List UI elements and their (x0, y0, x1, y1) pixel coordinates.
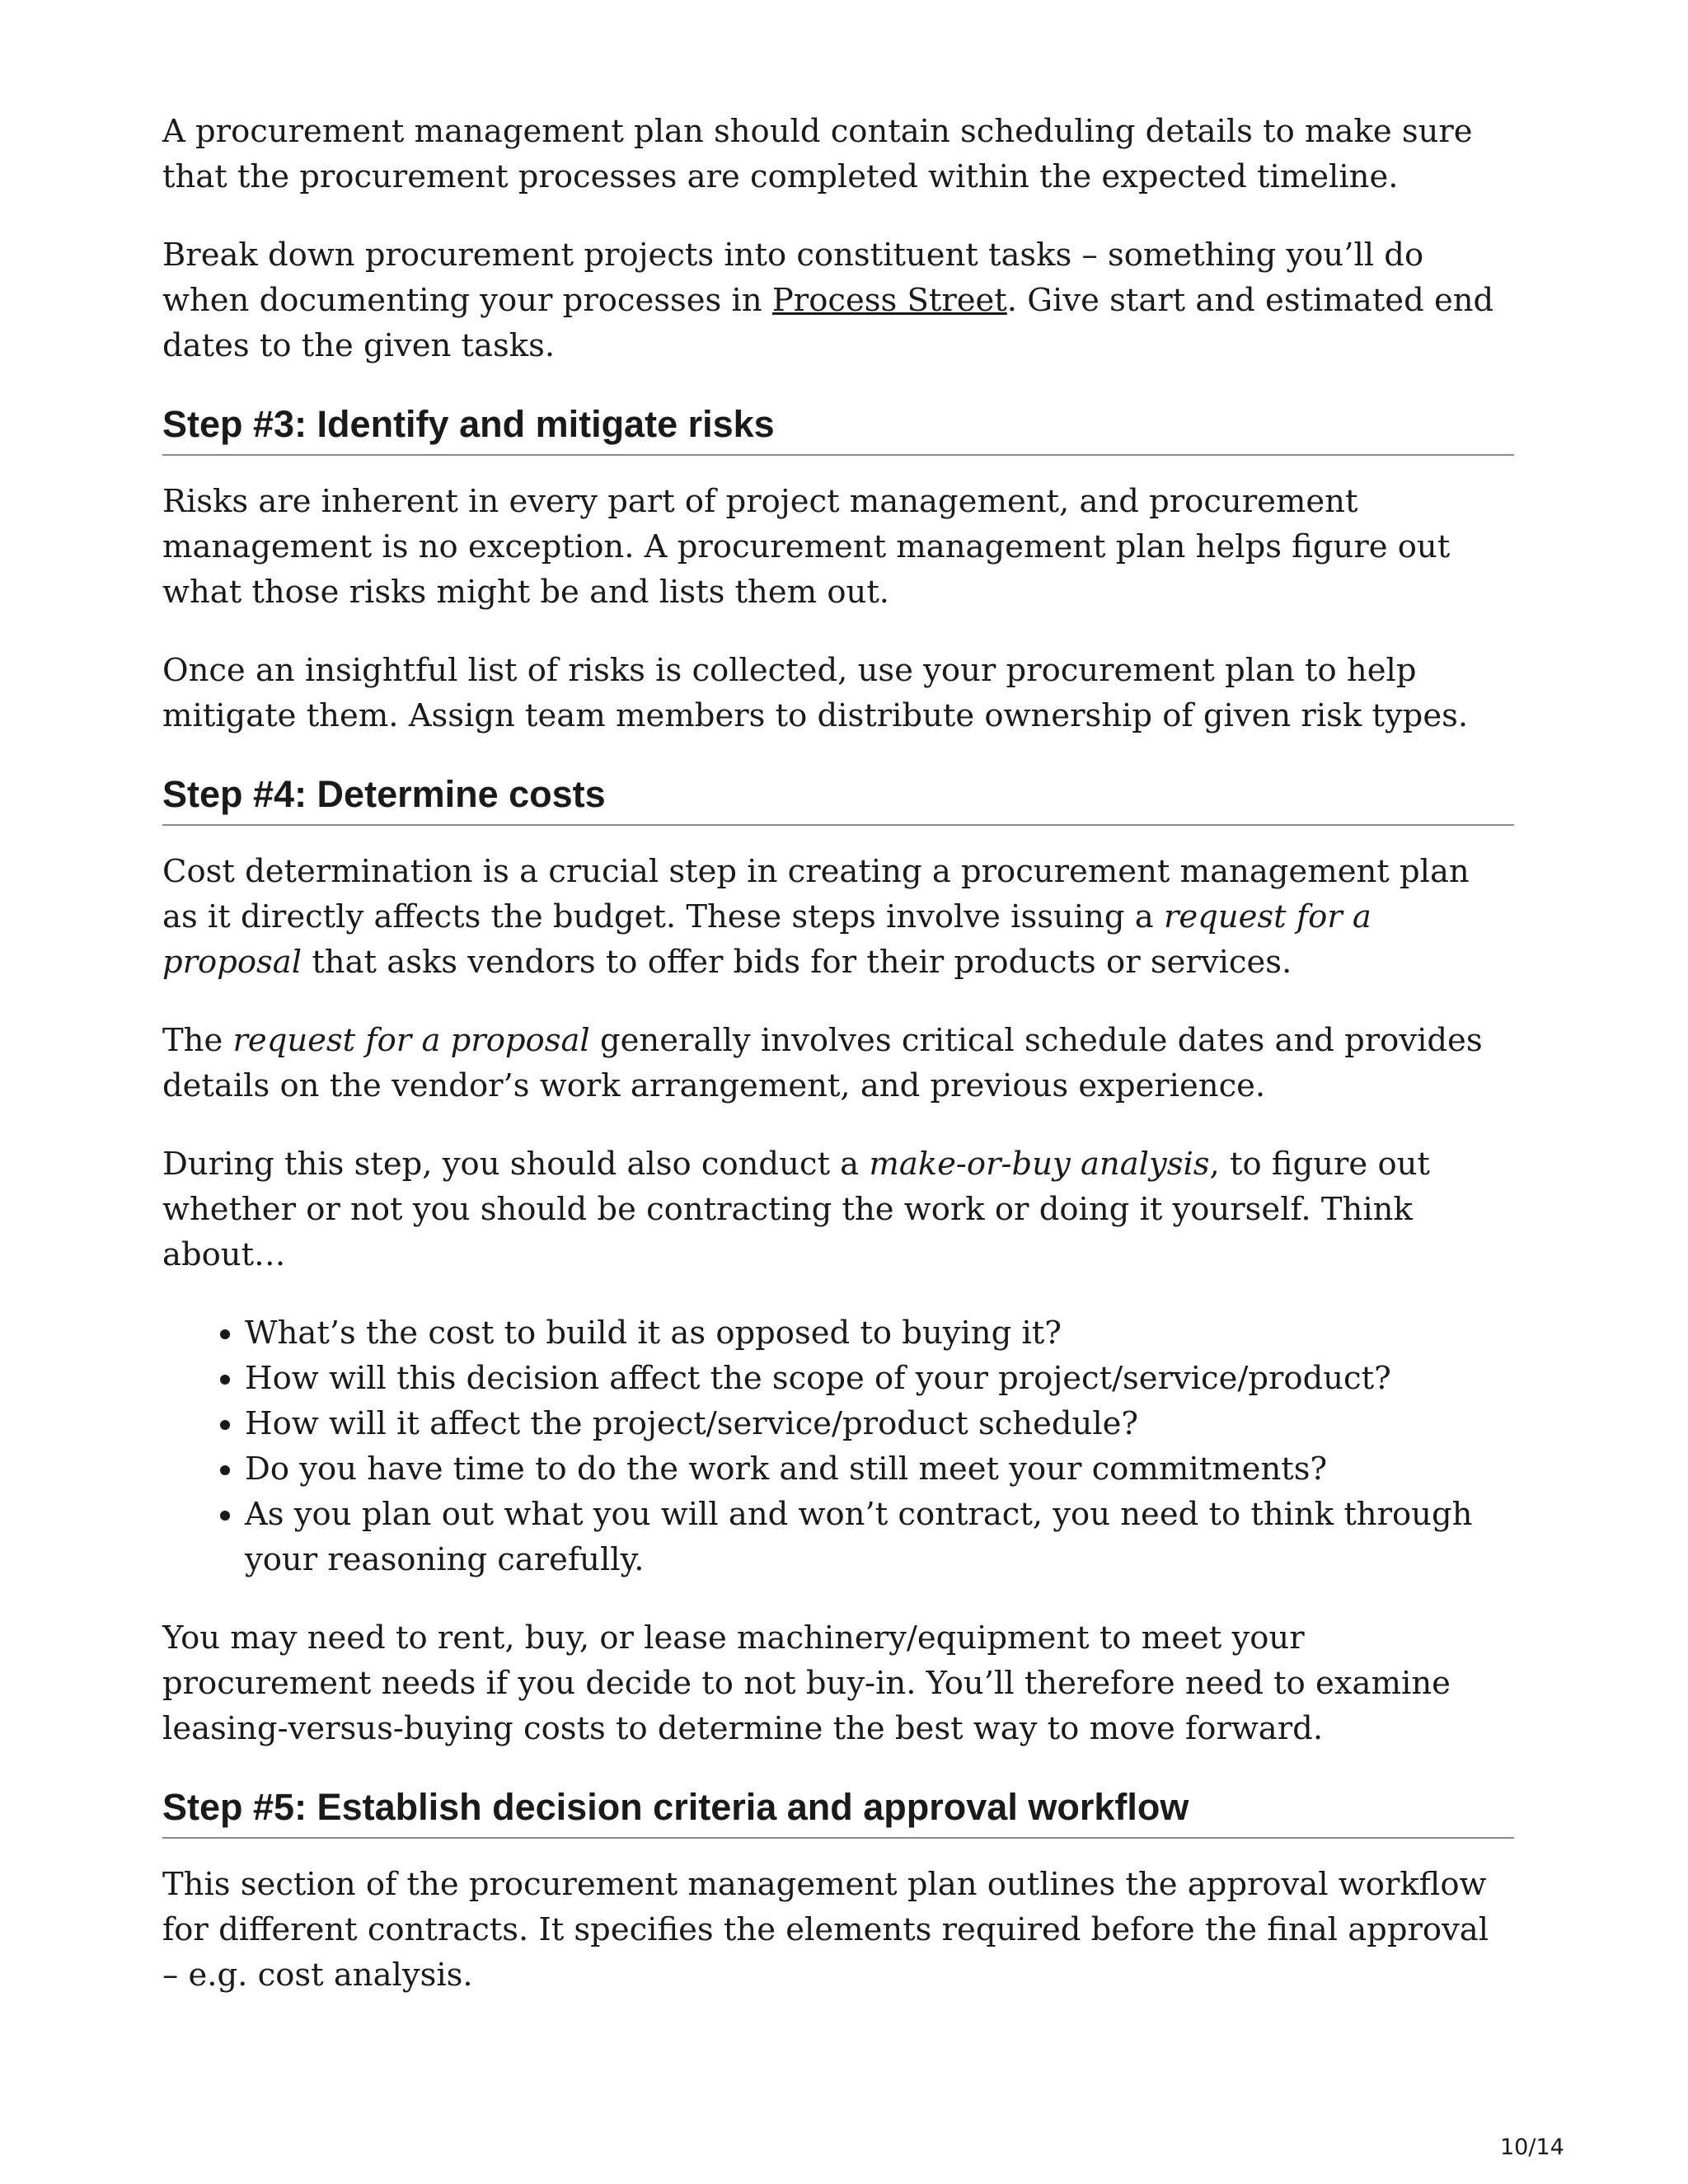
step5-paragraph-1: This section of the procurement management plan outlines the approval workflow for different contracts. It specifies the elements required before the final approval – e.g. cost analysis. (162, 1866, 1489, 1994)
list-item: • As you plan out what you will and won’t contract, you need to think through your reasoning carefully. (245, 1492, 1514, 1582)
make-or-buy-questions-list (162, 1310, 1514, 1582)
intro-paragraph-2 (162, 232, 1514, 368)
document-page (162, 109, 1514, 2031)
step4-p1-text-after: that asks vendors to offer bids for their products or services. (302, 944, 1292, 981)
step4-p3-text-after: , to figure out whether or not you should be contracting the work or doing it yourself. Think about… (162, 1146, 1430, 1273)
list-item: • Do you have time to do the work and still meet your commitments? (245, 1446, 1514, 1492)
step4-p2-emphasis: request for a proposal (232, 1022, 590, 1059)
list-item: • How will this decision affect the scope of your project/service/product? (245, 1356, 1514, 1401)
step4-p3-emphasis: make-or-buy analysis (869, 1146, 1210, 1183)
step4-p2-text-after: generally involves critical schedule dates and provides details on the vendor’s work arrangement, and previous experience. (162, 1022, 1483, 1104)
step3-paragraph-2: Once an insightful list of risks is collected, use your procurement plan to help mitigate them. Assign team members to distribute ownership of given risk types. (162, 652, 1469, 734)
step4-paragraph-1 (162, 849, 1514, 985)
step4-p1-text-before: Cost determination is a crucial step in creating a procurement management plan as it directly affects the budget. These steps involve issuing a (162, 853, 1470, 935)
step4-heading: Step #4: Determine costs (162, 771, 1514, 826)
step3-paragraph-1: Risks are inherent in every part of project management, and procurement management is no exception. A procurement management plan helps figure out what those risks might be and lists them out. (162, 483, 1451, 611)
intro-paragraph-1: A procurement management plan should contain scheduling details to make sure that the procurement processes are completed within the expected timeline. (162, 113, 1473, 195)
step3-heading: Step #3: Identify and mitigate risks (162, 401, 1514, 456)
step4-p2-text-before: The (162, 1022, 233, 1059)
list-item: • How will it affect the project/service/product schedule? (245, 1401, 1514, 1446)
step4-p1-emphasis: request for a proposal (162, 898, 1372, 981)
step5-heading: Step #5: Establish decision criteria and approval workflow (162, 1784, 1514, 1839)
step4-paragraph-4: You may need to rent, buy, or lease machinery/equipment to meet your procurement needs if you decide to not buy-in. You’ll therefore need to examine leasing-versus-buying costs to determine the best way to move forward. (162, 1619, 1451, 1747)
process-street-link[interactable]: Process Street (771, 282, 1007, 319)
intro-p2-text-before: Break down procurement projects into constituent tasks – something you’ll do when documenting your processes in (162, 237, 1424, 319)
list-item: • What’s the cost to build it as opposed to buying it? (245, 1310, 1514, 1356)
step4-paragraph-3 (162, 1141, 1514, 1277)
page-number: 10/14 (1500, 2135, 1564, 2160)
step4-paragraph-2 (162, 1018, 1514, 1108)
step4-p3-text-before: During this step, you should also conduct a (162, 1146, 870, 1183)
intro-p2-text-after: . Give start and estimated end dates to the given tasks. (162, 282, 1494, 364)
